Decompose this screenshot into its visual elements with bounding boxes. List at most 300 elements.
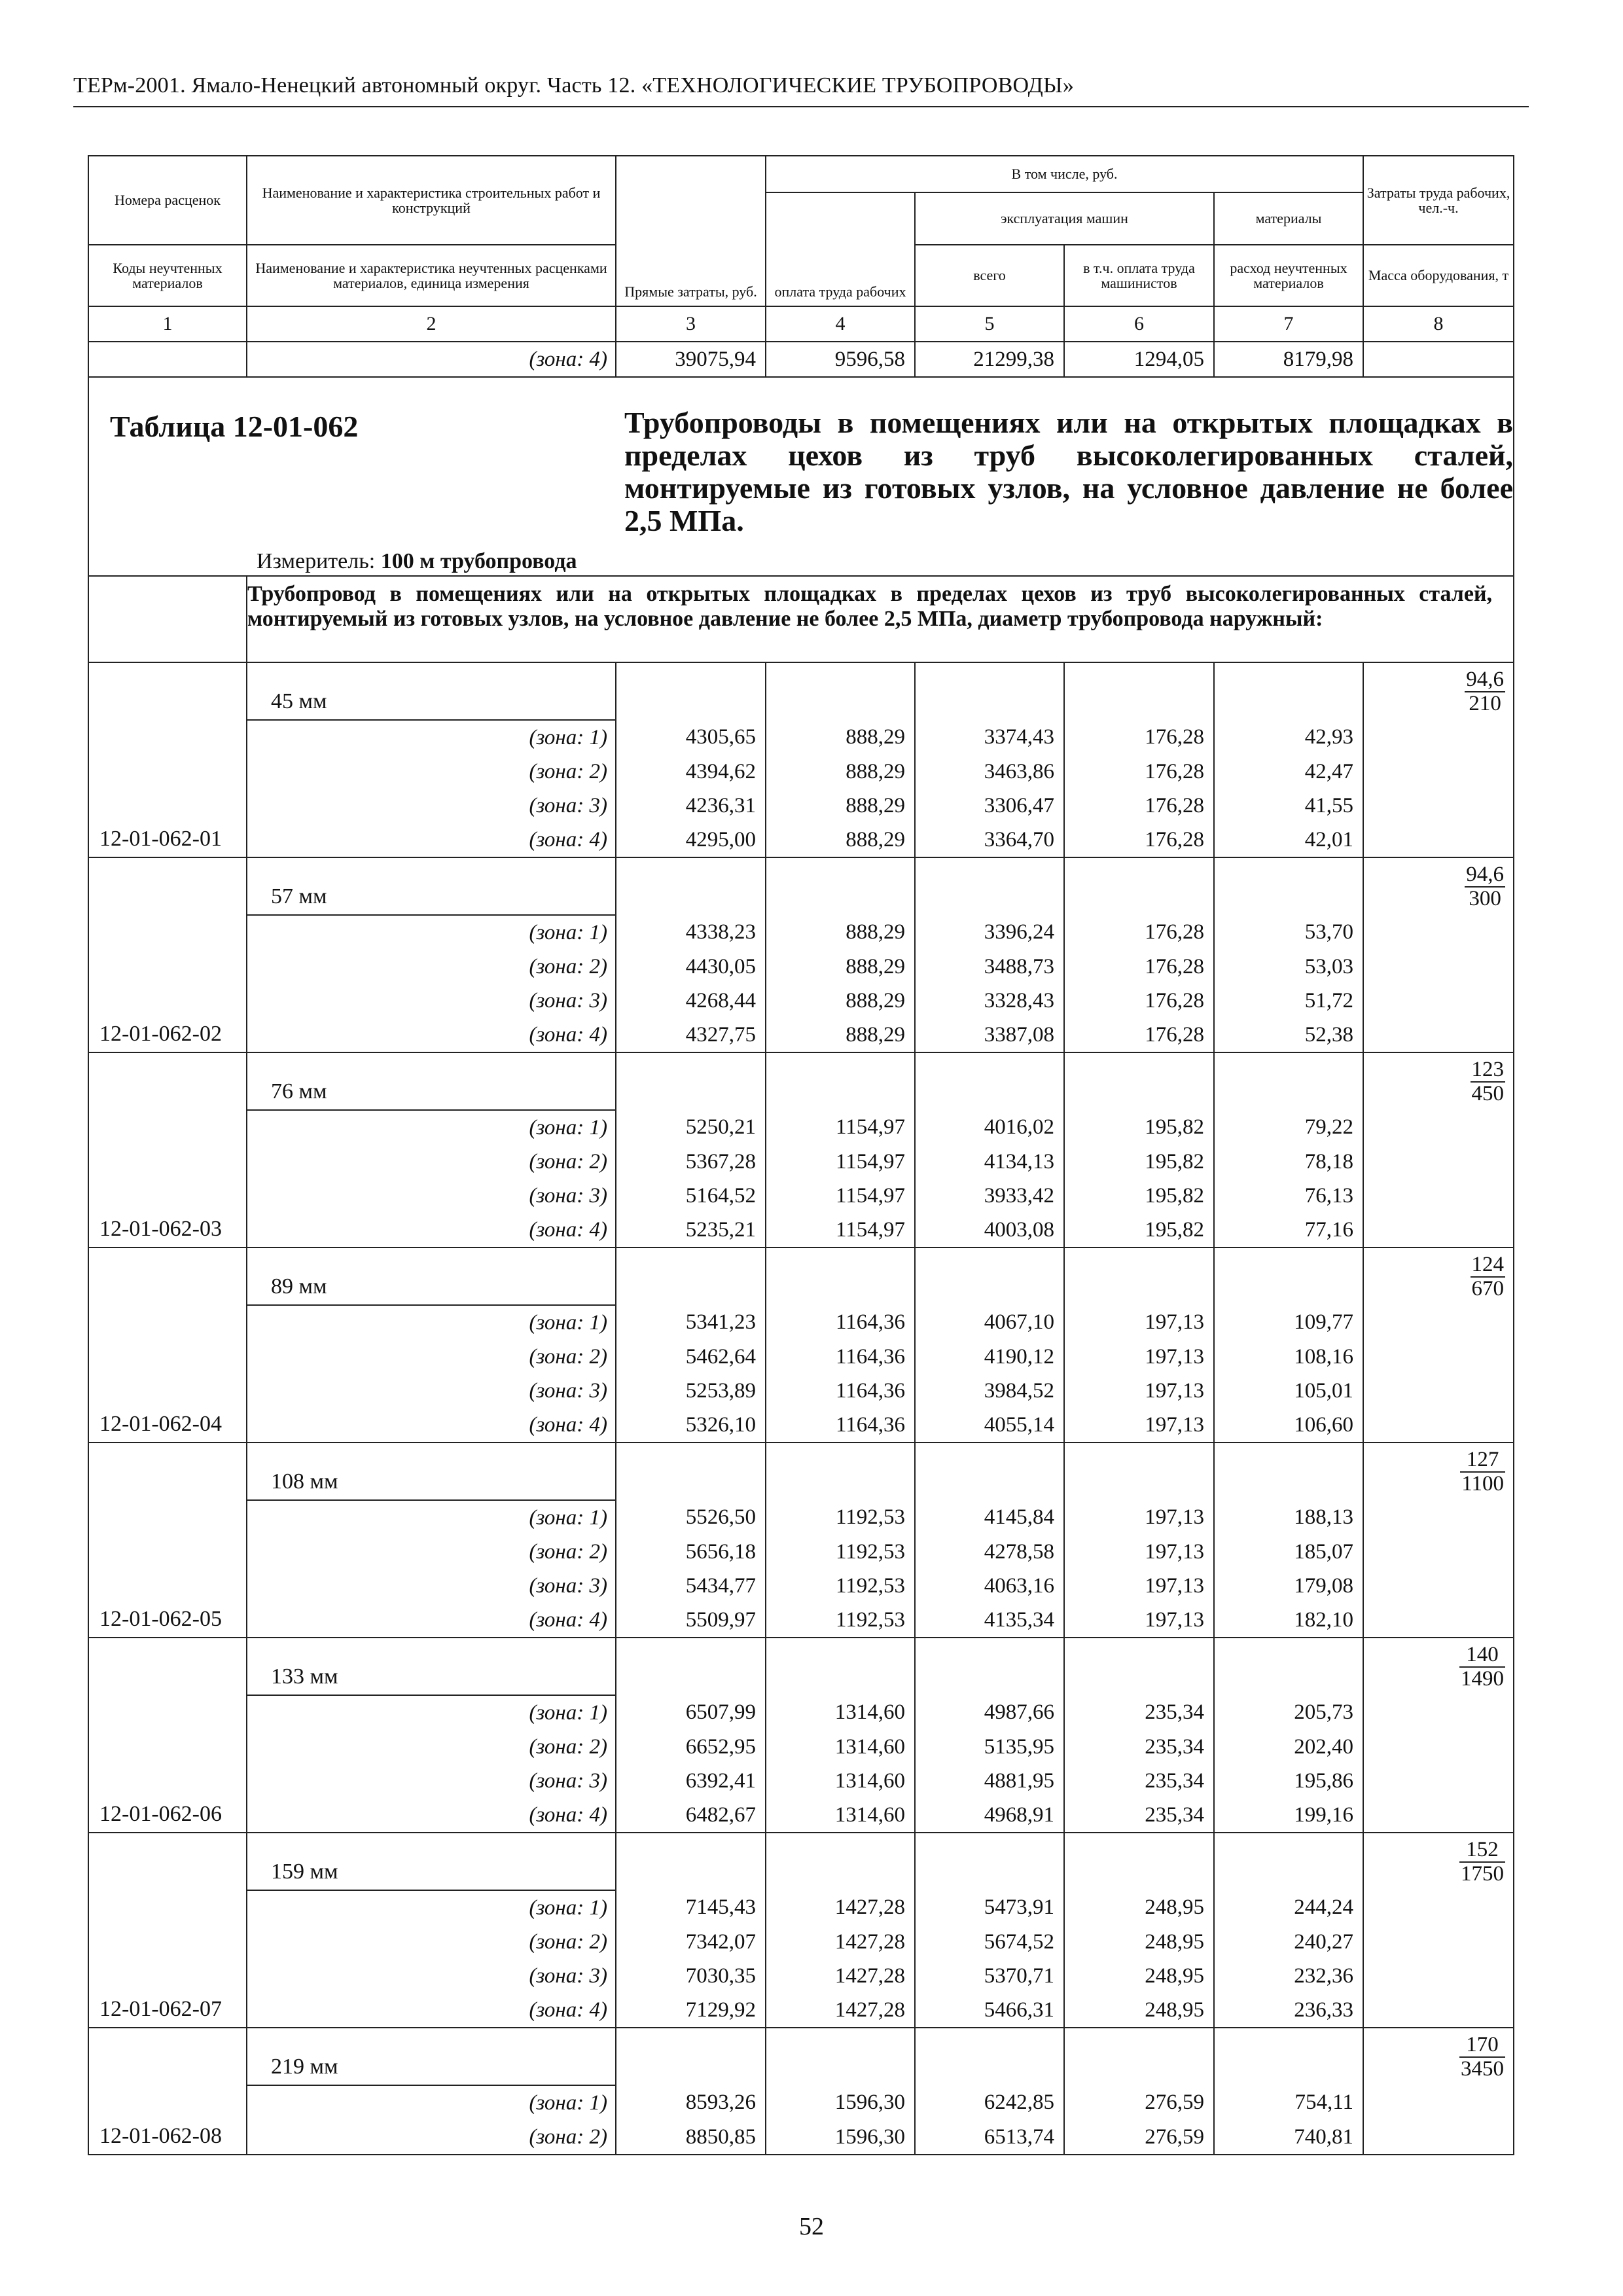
- zone-label: (зона: 3): [247, 1764, 616, 1798]
- materials-cell: 179,08: [1214, 1569, 1363, 1603]
- labor-hours-value: 170: [1459, 2034, 1505, 2058]
- zone-row: [88, 2085, 1514, 2120]
- operators-pay-cell: 248,95: [1064, 1890, 1214, 1925]
- machines-total-cell: 5473,91: [915, 1890, 1064, 1925]
- labor-pay-cell: 888,29: [766, 720, 915, 755]
- section-description: Трубопровод в помещениях или на открытых площадках в пределах цехов из труб высоколегированных сталей, монтируемый из готовых узлов, на условное давление не более 2,5 МПа, диаметр трубопровода наружный:: [247, 576, 1514, 662]
- operators-pay-cell: 176,28: [1064, 1018, 1214, 1052]
- column-number: 1: [88, 306, 247, 342]
- materials-cell: 77,16: [1214, 1213, 1363, 1247]
- operators-pay-cell: 276,59: [1064, 2120, 1214, 2155]
- direct-cost-cell: 4295,00: [616, 823, 766, 857]
- labor-over-mass-fraction: [1460, 1448, 1505, 1496]
- labor-hours-value: 124: [1471, 1253, 1505, 1276]
- empty-cell: [1214, 1247, 1363, 1305]
- machines-total-cell: 5370,71: [915, 1959, 1064, 1993]
- labor-hours-value: 152: [1459, 1839, 1505, 1863]
- materials-cell: 188,13: [1214, 1500, 1363, 1535]
- zone-row: [88, 1145, 1514, 1179]
- operators-pay-cell: 195,82: [1064, 1213, 1214, 1247]
- zone-row: [88, 984, 1514, 1018]
- empty-cell: [616, 1443, 766, 1500]
- empty-cell: [1064, 1833, 1214, 1890]
- zone-label: (зона: 4): [247, 823, 616, 857]
- zone-row: [88, 1959, 1514, 1993]
- column-number: 5: [915, 306, 1064, 342]
- machines-total-cell: 5674,52: [915, 1925, 1064, 1959]
- labor-pay-cell: 1427,28: [766, 1959, 915, 1993]
- empty-cell: [1214, 857, 1363, 915]
- direct-cost-cell: 5462,64: [616, 1340, 766, 1374]
- empty-cell: [616, 857, 766, 915]
- labor-pay-cell: 1596,30: [766, 2085, 915, 2120]
- labor-pay-cell: 1192,53: [766, 1535, 915, 1569]
- direct-cost-cell: 5235,21: [616, 1213, 766, 1247]
- machines-total-cell: 4016,02: [915, 1110, 1064, 1145]
- operators-pay-cell: 176,28: [1064, 789, 1214, 823]
- direct-cost-cell: 6652,95: [616, 1730, 766, 1764]
- labor-pay-cell: 1314,60: [766, 1764, 915, 1798]
- zone-label: (зона: 4): [247, 1603, 616, 1638]
- operators-pay-cell: 1294,05: [1064, 342, 1214, 377]
- column-numbers-row: [88, 306, 1514, 342]
- empty-cell: [766, 857, 915, 915]
- equipment-mass-value: 670: [1471, 1277, 1505, 1300]
- col4-header: оплата труда рабочих: [766, 192, 915, 306]
- materials-cell: 240,27: [1214, 1925, 1363, 1959]
- col1-header-top: Номера расценок: [88, 156, 247, 245]
- empty-cell: [1214, 1833, 1363, 1890]
- zone-label: (зона: 4): [247, 1018, 616, 1052]
- table-title-row: [88, 377, 1514, 576]
- labor-pay-cell: 1154,97: [766, 1213, 915, 1247]
- operators-pay-cell: 197,13: [1064, 1569, 1214, 1603]
- labor-hours-value: 94,6: [1466, 668, 1505, 691]
- zone-row: [88, 789, 1514, 823]
- zone-label: (зона: 1): [247, 1500, 616, 1535]
- materials-cell: 53,03: [1214, 950, 1363, 984]
- machines-total-cell: 5466,31: [915, 1993, 1064, 2028]
- empty-cell: [1214, 662, 1363, 720]
- zone-label: (зона: 2): [247, 1730, 616, 1764]
- table-number: Таблица 12-01-062: [110, 410, 359, 443]
- labor-mass-cell: [1363, 2028, 1514, 2155]
- direct-cost-cell: 4430,05: [616, 950, 766, 984]
- measure-unit: [257, 549, 577, 574]
- empty-cell: [1064, 857, 1214, 915]
- column-number: 2: [247, 306, 616, 342]
- machines-total-cell: 6513,74: [915, 2120, 1064, 2155]
- zone-row: [88, 1340, 1514, 1374]
- direct-cost-cell: 5250,21: [616, 1110, 766, 1145]
- item-name: 108 мм: [247, 1443, 616, 1500]
- labor-over-mass-fraction: [1465, 863, 1505, 910]
- labor-pay-cell: 1427,28: [766, 1993, 915, 2028]
- empty-cell: [766, 662, 915, 720]
- labor-pay-cell: 888,29: [766, 984, 915, 1018]
- table-title: Трубопроводы в помещениях или на открытых площадках в пределах цехов из труб высоколегированных сталей, монтируемые из готовых узлов, на условное давление не более 2,5 МПа.: [624, 406, 1513, 537]
- materials-cell: 41,55: [1214, 789, 1363, 823]
- zone-label: (зона: 3): [247, 1569, 616, 1603]
- labor-over-mass-fraction: [1471, 1253, 1506, 1300]
- zone-label: (зона: 3): [247, 984, 616, 1018]
- materials-cell: 182,10: [1214, 1603, 1363, 1638]
- labor-pay-cell: 1314,60: [766, 1730, 915, 1764]
- materials-cell: 8179,98: [1214, 342, 1363, 377]
- machines-total-cell: 4968,91: [915, 1798, 1064, 1833]
- zone-row: [88, 1408, 1514, 1443]
- zone-row: [88, 1798, 1514, 1833]
- rate-item-row: [88, 857, 1514, 915]
- labor-pay-cell: 888,29: [766, 1018, 915, 1052]
- description-row: [88, 576, 1514, 662]
- zone-label: (зона: 3): [247, 1179, 616, 1213]
- materials-cell: 76,13: [1214, 1179, 1363, 1213]
- zone-row: [88, 1305, 1514, 1340]
- zone-row: [88, 2120, 1514, 2155]
- rate-item-row: [88, 2028, 1514, 2085]
- zone-row: [88, 755, 1514, 789]
- rate-item-row: [88, 1638, 1514, 1695]
- empty-cell: [616, 1638, 766, 1695]
- empty-cell: [1214, 2028, 1363, 2085]
- empty-cell: [766, 1443, 915, 1500]
- direct-cost-cell: 4236,31: [616, 789, 766, 823]
- operators-pay-cell: 197,13: [1064, 1603, 1214, 1638]
- operators-pay-cell: 235,34: [1064, 1798, 1214, 1833]
- materials-cell: 52,38: [1214, 1018, 1363, 1052]
- direct-cost-cell: 8850,85: [616, 2120, 766, 2155]
- operators-pay-cell: 197,13: [1064, 1408, 1214, 1443]
- machines-total-cell: 3387,08: [915, 1018, 1064, 1052]
- zone-row: [88, 1569, 1514, 1603]
- machines-total-cell: 3463,86: [915, 755, 1064, 789]
- column-number: 3: [616, 306, 766, 342]
- materials-cell: 195,86: [1214, 1764, 1363, 1798]
- operators-pay-cell: 176,28: [1064, 720, 1214, 755]
- direct-cost-cell: 5253,89: [616, 1374, 766, 1408]
- zone-row: [88, 1764, 1514, 1798]
- col3-header: Прямые затраты, руб.: [616, 156, 766, 306]
- rate-item-row: [88, 1833, 1514, 1890]
- zone-label: (зона: 2): [247, 1145, 616, 1179]
- labor-pay-cell: 1192,53: [766, 1569, 915, 1603]
- machines-total-cell: 4190,12: [915, 1340, 1064, 1374]
- direct-cost-cell: 5326,10: [616, 1408, 766, 1443]
- machines-total-cell: 4987,66: [915, 1695, 1064, 1730]
- labor-mass-cell: [1363, 662, 1514, 857]
- materials-cell: 51,72: [1214, 984, 1363, 1018]
- materials-cell: 205,73: [1214, 1695, 1363, 1730]
- empty-cell: [616, 2028, 766, 2085]
- labor-pay-cell: 1154,97: [766, 1179, 915, 1213]
- table-title-block: [88, 377, 1514, 576]
- running-header: ТЕРм-2001. Ямало-Ненецкий автономный округ. Часть 12. «ТЕХНОЛОГИЧЕСКИЕ ТРУБОПРОВОДЫ»: [73, 73, 1075, 98]
- machines-total-cell: 5135,95: [915, 1730, 1064, 1764]
- machines-total-cell: 4067,10: [915, 1305, 1064, 1340]
- zone-label: (зона: 2): [247, 1340, 616, 1374]
- zone-label: (зона: 4): [247, 1798, 616, 1833]
- operators-pay-cell: 197,13: [1064, 1500, 1214, 1535]
- zone-row: [88, 823, 1514, 857]
- zone-label: (зона: 4): [247, 1213, 616, 1247]
- labor-pay-cell: 1154,97: [766, 1145, 915, 1179]
- zone-row: [88, 1213, 1514, 1247]
- zone-label: (зона: 3): [247, 789, 616, 823]
- labor-pay-cell: 1596,30: [766, 2120, 915, 2155]
- empty-cell: [915, 2028, 1064, 2085]
- equipment-mass-value: 300: [1469, 887, 1501, 910]
- rate-code: 12-01-062-06: [88, 1638, 247, 1833]
- materials-cell: 42,47: [1214, 755, 1363, 789]
- item-name: 133 мм: [247, 1638, 616, 1695]
- machines-total-cell: 21299,38: [915, 342, 1064, 377]
- empty-cell: [1214, 1052, 1363, 1110]
- machines-total-cell: 4063,16: [915, 1569, 1064, 1603]
- col2-header-top: Наименование и характеристика строительных работ и конструкций: [247, 156, 616, 245]
- zone-label: (зона: 1): [247, 1890, 616, 1925]
- previous-zone-row: [88, 342, 1514, 377]
- operators-pay-cell: 195,82: [1064, 1145, 1214, 1179]
- direct-cost-cell: 5164,52: [616, 1179, 766, 1213]
- equipment-mass-value: 450: [1471, 1082, 1505, 1105]
- direct-cost-cell: 5526,50: [616, 1500, 766, 1535]
- empty-cell: [766, 1247, 915, 1305]
- machines-total-cell: 4134,13: [915, 1145, 1064, 1179]
- zone-label: (зона: 2): [247, 2120, 616, 2155]
- item-name: 159 мм: [247, 1833, 616, 1890]
- materials-cell: 185,07: [1214, 1535, 1363, 1569]
- labor-mass-cell: [1363, 1638, 1514, 1833]
- zone-label: (зона: 3): [247, 1959, 616, 1993]
- materials-cell: 740,81: [1214, 2120, 1363, 2155]
- operators-pay-cell: 248,95: [1064, 1993, 1214, 2028]
- equipment-mass-value: 1750: [1461, 1862, 1505, 1886]
- materials-cell: 42,93: [1214, 720, 1363, 755]
- labor-pay-cell: 1164,36: [766, 1374, 915, 1408]
- direct-cost-cell: 5367,28: [616, 1145, 766, 1179]
- machines-total-cell: 4278,58: [915, 1535, 1064, 1569]
- item-name: 76 мм: [247, 1052, 616, 1110]
- labor-over-mass-fraction: [1465, 668, 1505, 715]
- col6-header: в т.ч. оплата труда машинистов: [1064, 245, 1214, 306]
- materials-cell: 244,24: [1214, 1890, 1363, 1925]
- materials-cell: 202,40: [1214, 1730, 1363, 1764]
- direct-cost-cell: 39075,94: [616, 342, 766, 377]
- rate-item-row: [88, 1247, 1514, 1305]
- column-number: 6: [1064, 306, 1214, 342]
- materials-cell: 232,36: [1214, 1959, 1363, 1993]
- direct-cost-cell: 5434,77: [616, 1569, 766, 1603]
- zone-row: [88, 1993, 1514, 2028]
- labor-hours-value: 123: [1471, 1058, 1505, 1081]
- direct-cost-cell: 4268,44: [616, 984, 766, 1018]
- operators-pay-cell: 235,34: [1064, 1695, 1214, 1730]
- machines-total-cell: 3488,73: [915, 950, 1064, 984]
- labor-pay-cell: 1164,36: [766, 1340, 915, 1374]
- operators-pay-cell: 176,28: [1064, 823, 1214, 857]
- direct-cost-cell: 5656,18: [616, 1535, 766, 1569]
- item-name: 219 мм: [247, 2028, 616, 2085]
- empty-cell: [915, 1247, 1064, 1305]
- rate-item-row: [88, 1052, 1514, 1110]
- operators-pay-cell: 276,59: [1064, 2085, 1214, 2120]
- direct-cost-cell: 4338,23: [616, 915, 766, 950]
- labor-pay-cell: 888,29: [766, 823, 915, 857]
- empty-cell: [915, 662, 1064, 720]
- col1-header-bottom: Коды неучтенных материалов: [88, 245, 247, 306]
- zone-label: (зона: 1): [247, 1305, 616, 1340]
- labor-mass-cell: [1363, 1833, 1514, 2028]
- direct-cost-cell: 7129,92: [616, 1993, 766, 2028]
- zone-row: [88, 915, 1514, 950]
- machines-total-cell: 3933,42: [915, 1179, 1064, 1213]
- direct-cost-cell: 5341,23: [616, 1305, 766, 1340]
- labor-over-mass-fraction: [1471, 1058, 1506, 1105]
- zone-label: (зона: 1): [247, 915, 616, 950]
- labor-pay-cell: 1192,53: [766, 1603, 915, 1638]
- zone-label: (зона: 2): [247, 1535, 616, 1569]
- empty-cell: [616, 1247, 766, 1305]
- operators-pay-cell: 195,82: [1064, 1110, 1214, 1145]
- labor-pay-cell: 1427,28: [766, 1890, 915, 1925]
- column-number: 8: [1363, 306, 1514, 342]
- labor-hours-value: 94,6: [1466, 863, 1505, 886]
- empty-cell: [616, 1833, 766, 1890]
- col7-header: расход неучтенных материалов: [1214, 245, 1363, 306]
- zone-row: [88, 1374, 1514, 1408]
- labor-mass-cell: [1363, 857, 1514, 1052]
- labor-hours-value: 127: [1460, 1448, 1505, 1473]
- rate-code: 12-01-062-01: [88, 662, 247, 857]
- zone-row: [88, 1695, 1514, 1730]
- zone-label: (зона: 3): [247, 1374, 616, 1408]
- col8-header-bottom: Масса оборудования, т: [1363, 245, 1514, 306]
- zone-label: (зона: 1): [247, 720, 616, 755]
- empty-cell: [915, 857, 1064, 915]
- machines-total-cell: 3374,43: [915, 720, 1064, 755]
- labor-pay-cell: 9596,58: [766, 342, 915, 377]
- machines-total-cell: 4881,95: [915, 1764, 1064, 1798]
- empty-cell: [915, 1638, 1064, 1695]
- materials-header: материалы: [1214, 192, 1363, 245]
- empty-cell: [915, 1833, 1064, 1890]
- empty-cell: [1064, 1247, 1214, 1305]
- empty-cell: [616, 662, 766, 720]
- zone-row: [88, 1018, 1514, 1052]
- machines-total-cell: 3364,70: [915, 823, 1064, 857]
- direct-cost-cell: 7030,35: [616, 1959, 766, 1993]
- rate-code: 12-01-062-02: [88, 857, 247, 1052]
- labor-pay-cell: 888,29: [766, 950, 915, 984]
- zone-row: [88, 950, 1514, 984]
- item-name: 45 мм: [247, 662, 616, 720]
- rate-code: 12-01-062-05: [88, 1443, 247, 1638]
- zone-row: [88, 1890, 1514, 1925]
- equipment-mass-value: 3450: [1461, 2057, 1505, 2081]
- empty-cell: [915, 1052, 1064, 1110]
- labor-pay-cell: 1192,53: [766, 1500, 915, 1535]
- operators-pay-cell: 197,13: [1064, 1340, 1214, 1374]
- col5-header: всего: [915, 245, 1064, 306]
- col8-header-top: Затраты труда рабочих, чел.-ч.: [1363, 156, 1514, 245]
- materials-cell: 78,18: [1214, 1145, 1363, 1179]
- column-number: 4: [766, 306, 915, 342]
- zone-row: [88, 1110, 1514, 1145]
- labor-over-mass-fraction: [1459, 1839, 1505, 1886]
- labor-pay-cell: 888,29: [766, 915, 915, 950]
- operators-pay-cell: 248,95: [1064, 1959, 1214, 1993]
- zone-row: [88, 1925, 1514, 1959]
- zone-label: (зона: 1): [247, 2085, 616, 2120]
- direct-cost-cell: 6392,41: [616, 1764, 766, 1798]
- zone-label: (зона: 2): [247, 755, 616, 789]
- empty-cell: [1064, 1443, 1214, 1500]
- operators-pay-cell: 235,34: [1064, 1730, 1214, 1764]
- labor-pay-cell: 1164,36: [766, 1408, 915, 1443]
- measure-unit-prefix: Измеритель:: [257, 549, 376, 573]
- labor-over-mass-fraction: [1459, 2034, 1505, 2081]
- equipment-mass-value: 210: [1469, 692, 1501, 715]
- operators-pay-cell: 235,34: [1064, 1764, 1214, 1798]
- operators-pay-cell: 197,13: [1064, 1374, 1214, 1408]
- direct-cost-cell: 7342,07: [616, 1925, 766, 1959]
- materials-cell: 105,01: [1214, 1374, 1363, 1408]
- machines-header: эксплуатация машин: [915, 192, 1214, 245]
- zone-label: (зона: 4): [247, 1993, 616, 2028]
- operators-pay-cell: 176,28: [1064, 755, 1214, 789]
- direct-cost-cell: 4305,65: [616, 720, 766, 755]
- rate-code: 12-01-062-04: [88, 1247, 247, 1443]
- empty-cell: [766, 1833, 915, 1890]
- operators-pay-cell: 248,95: [1064, 1925, 1214, 1959]
- direct-cost-cell: 8593,26: [616, 2085, 766, 2120]
- materials-cell: 109,77: [1214, 1305, 1363, 1340]
- materials-cell: 106,60: [1214, 1408, 1363, 1443]
- empty-cell: [766, 2028, 915, 2085]
- column-number: 7: [1214, 306, 1363, 342]
- machines-total-cell: 3328,43: [915, 984, 1064, 1018]
- direct-cost-cell: 7145,43: [616, 1890, 766, 1925]
- rate-code: 12-01-062-03: [88, 1052, 247, 1247]
- labor-over-mass-fraction: [1459, 1643, 1505, 1691]
- incl-header: В том числе, руб.: [766, 156, 1363, 192]
- direct-cost-cell: 5509,97: [616, 1603, 766, 1638]
- zone-label: (зона: 1): [247, 1110, 616, 1145]
- labor-pay-cell: 888,29: [766, 755, 915, 789]
- empty-cell: [1064, 2028, 1214, 2085]
- labor-pay-cell: 1314,60: [766, 1798, 915, 1833]
- machines-total-cell: 4135,34: [915, 1603, 1064, 1638]
- zone-label: (зона: 1): [247, 1695, 616, 1730]
- zone-label: (зона: 2): [247, 950, 616, 984]
- zone-label: (зона: 4): [247, 342, 616, 377]
- machines-total-cell: 3306,47: [915, 789, 1064, 823]
- zone-label: (зона: 2): [247, 1925, 616, 1959]
- machines-total-cell: 3396,24: [915, 915, 1064, 950]
- operators-pay-cell: 176,28: [1064, 915, 1214, 950]
- empty-cell: [616, 1052, 766, 1110]
- rate-code: 12-01-062-08: [88, 2028, 247, 2155]
- empty-cell: [1064, 662, 1214, 720]
- item-name: 89 мм: [247, 1247, 616, 1305]
- zone-row: [88, 1730, 1514, 1764]
- labor-mass-cell: [1363, 1247, 1514, 1443]
- empty-cell: [915, 1443, 1064, 1500]
- operators-pay-cell: 197,13: [1064, 1305, 1214, 1340]
- labor-pay-cell: 1164,36: [766, 1305, 915, 1340]
- labor-mass-cell: [1363, 1052, 1514, 1247]
